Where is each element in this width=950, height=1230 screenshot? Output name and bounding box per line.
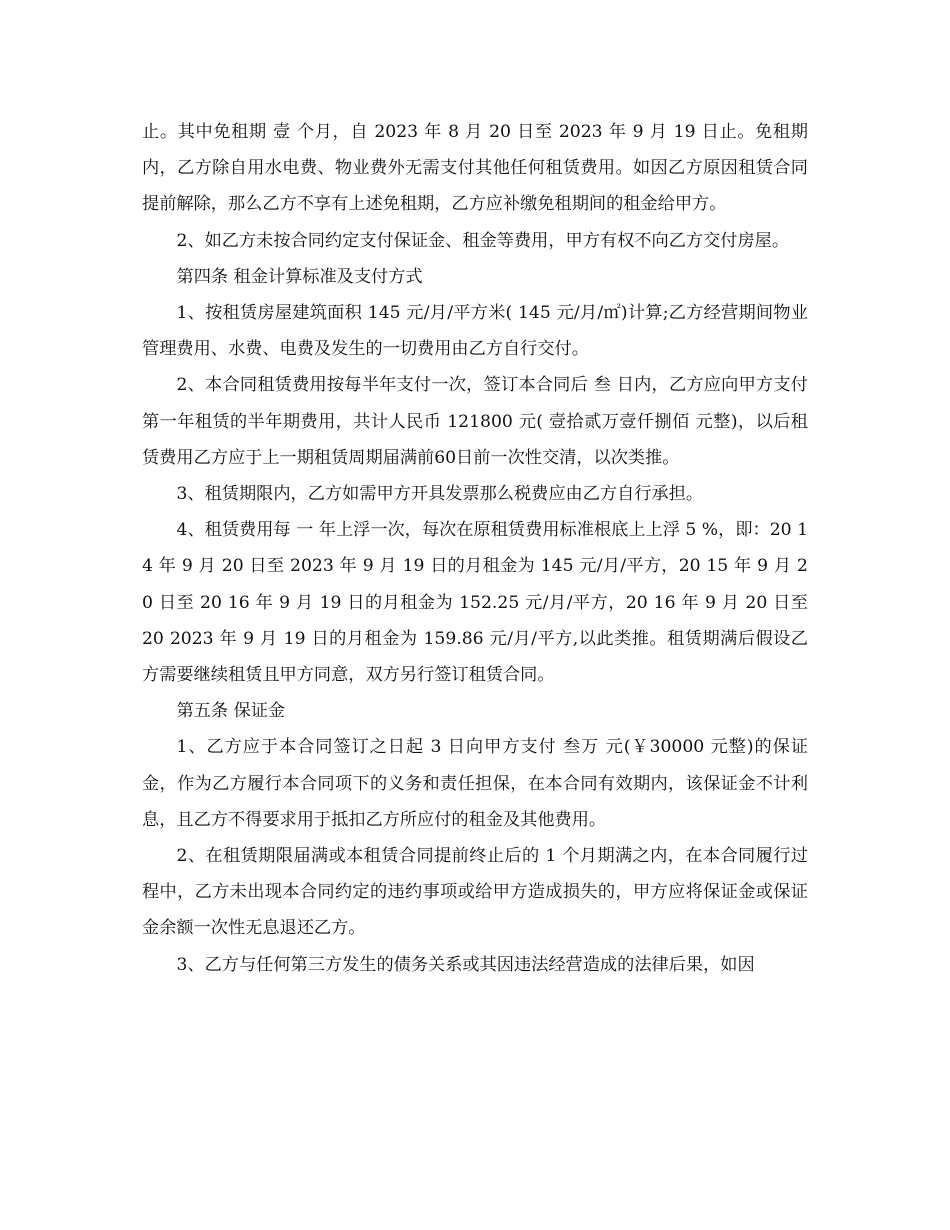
paragraph-clause-4-3: 3、租赁期限内，乙方如需甲方开具发票那么税费应由乙方自行承担。 <box>176 484 704 505</box>
paragraph-clause-4-4: 4、租赁费用每 一 年上浮一次，每次在原租赁费用标准根底上上浮 5 %，即：20 14 年 9 月 20 日至 2023 年 9 月 19 日的月租金为 145 元/月/平方，20 15 年 9 月 20 日至 20 16 年 9 月 19 日的月租金为 152.25 元/月/平方，20 16 年 9 月 20 日至 20 2023 年 9 月 19 日的月租金为 159.86 元/月/平方,以此类推。租赁期满后假设乙方需要继续租赁且甲方同意，双方另行签订租赁合同。 <box>142 520 808 686</box>
paragraph-clause-5-1: 1、乙方应于本合同签订之日起 3 日向甲方支付 叁万 元(￥30000 元整)的保证金，作为乙方履行本合同项下的义务和责任担保，在本合同有效期内，该保证金不计利息，且乙方不得要求用于抵扣乙方所应付的租金及其他费用。 <box>142 737 808 830</box>
document-body <box>142 114 808 983</box>
paragraph-clause-4-2: 2、本合同租赁费用按每半年支付一次，签订本合同后 叁 日内，乙方应向甲方支付第一年租赁的半年期费用，共计人民币 121800 元( 壹拾贰万壹仟捌佰 元整)，以后租赁费用乙方应于上一期租赁周期届满前60日前一次性交清，以次类推。 <box>142 375 808 468</box>
heading-article-4: 第四条 租金计算标准及支付方式 <box>176 266 423 287</box>
paragraph-clause-3-2: 2、如乙方未按合同约定支付保证金、租金等费用，甲方有权不向乙方交付房屋。 <box>176 230 790 251</box>
paragraph-free-rent-continuation: 止。其中免租期 壹 个月，自 2023 年 8 月 20 日至 2023 年 9 月 19 日止。免租期内，乙方除自用水电费、物业费外无需支付其他任何租赁费用。如因乙方原因租赁合同提前解除，那么乙方不享有上述免租期，乙方应补缴免租期间的租金给甲方。 <box>142 122 808 215</box>
heading-article-5: 第五条 保证金 <box>176 701 286 722</box>
paragraph-clause-5-3: 3、乙方与任何第三方发生的债务关系或其因违法经营造成的法律后果，如因 <box>176 954 755 975</box>
paragraph-clause-4-1: 1、按租赁房屋建筑面积 145 元/月/平方米( 145 元/月/㎡)计算;乙方经营期间物业管理费用、水费、电费及发生的一切费用由乙方自行交付。 <box>142 303 808 360</box>
paragraph-clause-5-2: 2、在租赁期限届满或本租赁合同提前终止后的 1 个月期满之内，在本合同履行过程中，乙方未出现本合同约定的违约事项或给甲方造成损失的，甲方应将保证金或保证金余额一次性无息退还乙方。 <box>142 846 808 939</box>
